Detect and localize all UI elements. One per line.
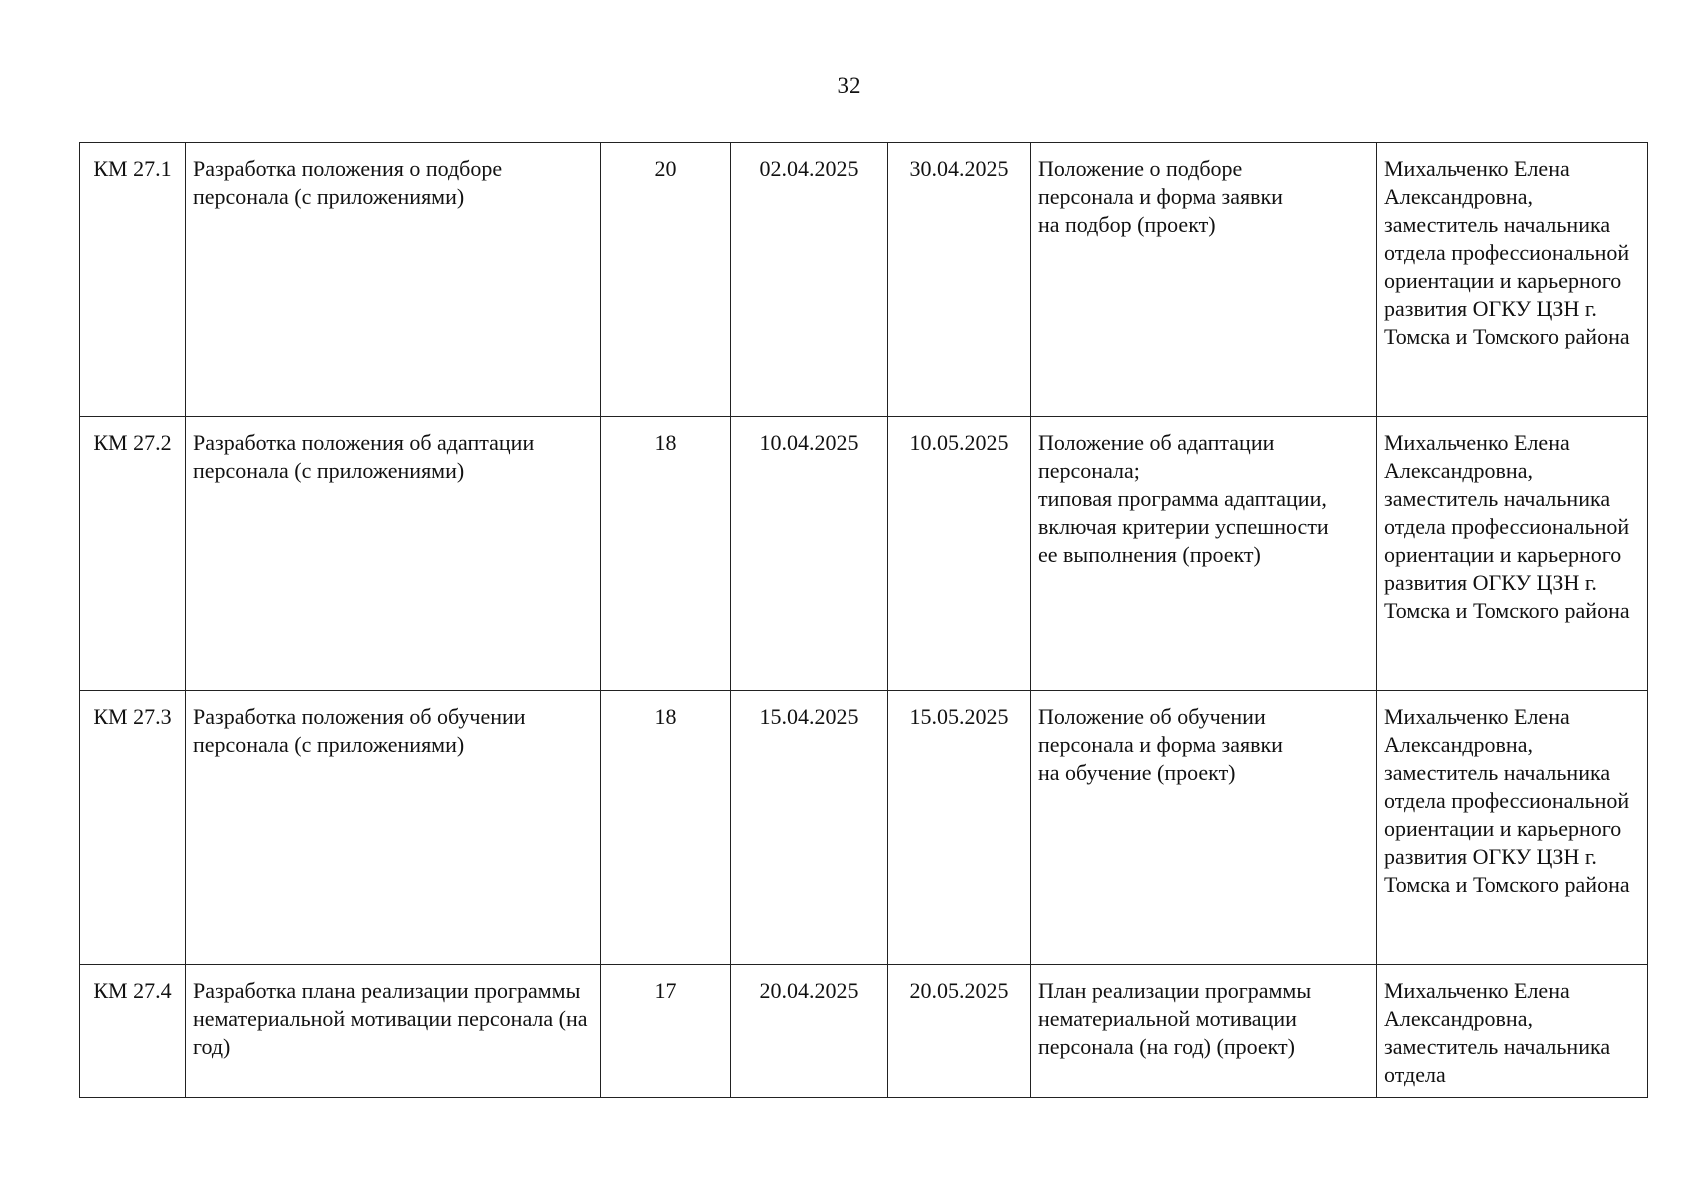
result-line: типовая программа адаптации, <box>1038 486 1327 511</box>
end-date: 15.05.2025 <box>888 691 1031 965</box>
result-line: Положение о подборе <box>1038 156 1243 181</box>
result-line: на обучение (проект) <box>1038 760 1236 785</box>
start-date: 20.04.2025 <box>731 965 888 1098</box>
page-number: 32 <box>837 73 861 98</box>
end-date: 10.05.2025 <box>888 417 1031 691</box>
result-line: нематериальной мотивации <box>1038 1006 1297 1031</box>
milestone-number: 18 <box>601 417 731 691</box>
responsible-person: Михальченко Елена Александровна, заместитель начальника отдела <box>1377 965 1648 1098</box>
start-date: 15.04.2025 <box>731 691 888 965</box>
result-line: План реализации программы <box>1038 978 1312 1003</box>
milestone-number: 17 <box>601 965 731 1098</box>
milestone-number: 20 <box>601 143 731 417</box>
milestone-name: Разработка положения об обучении персонала (с приложениями) <box>186 691 601 965</box>
responsible-person: Михальченко Елена Александровна, заместитель начальника отдела профессиональной ориентации и карьерного развития ОГКУ ЦЗН г. Томска и Томского района <box>1377 417 1648 691</box>
result-line: включая критерии успешности <box>1038 514 1329 539</box>
plan-table <box>79 142 1648 1098</box>
end-date: 20.05.2025 <box>888 965 1031 1098</box>
result-cell <box>1031 417 1377 691</box>
milestone-name: Разработка положения о подборе персонала (с приложениями) <box>186 143 601 417</box>
milestone-code: КМ 27.4 <box>80 965 186 1098</box>
result-line: персонала и форма заявки <box>1038 732 1283 757</box>
start-date: 02.04.2025 <box>731 143 888 417</box>
milestone-code: КМ 27.2 <box>80 417 186 691</box>
responsible-person: Михальченко Елена Александровна, заместитель начальника отдела профессиональной ориентации и карьерного развития ОГКУ ЦЗН г. Томска и Томского района <box>1377 691 1648 965</box>
table-row <box>80 691 1648 965</box>
table-row <box>80 143 1648 417</box>
table-row <box>80 417 1648 691</box>
result-cell <box>1031 143 1377 417</box>
result-line: Положение об обучении <box>1038 704 1266 729</box>
start-date: 10.04.2025 <box>731 417 888 691</box>
table-row <box>80 965 1648 1098</box>
result-cell <box>1031 965 1377 1098</box>
responsible-person: Михальченко Елена Александровна, заместитель начальника отдела профессиональной ориентации и карьерного развития ОГКУ ЦЗН г. Томска и Томского района <box>1377 143 1648 417</box>
result-line: персонала (на год) (проект) <box>1038 1034 1295 1059</box>
result-line: Положение об адаптации <box>1038 430 1275 455</box>
milestone-name: Разработка плана реализации программы нематериальной мотивации персонала (на год) <box>186 965 601 1098</box>
milestone-number: 18 <box>601 691 731 965</box>
result-line: персонала и форма заявки <box>1038 184 1283 209</box>
result-line: персонала; <box>1038 458 1140 483</box>
result-line: ее выполнения (проект) <box>1038 542 1261 567</box>
milestone-code: КМ 27.1 <box>80 143 186 417</box>
result-line: на подбор (проект) <box>1038 212 1216 237</box>
end-date: 30.04.2025 <box>888 143 1031 417</box>
milestone-name: Разработка положения об адаптации персонала (с приложениями) <box>186 417 601 691</box>
result-cell <box>1031 691 1377 965</box>
milestone-code: КМ 27.3 <box>80 691 186 965</box>
